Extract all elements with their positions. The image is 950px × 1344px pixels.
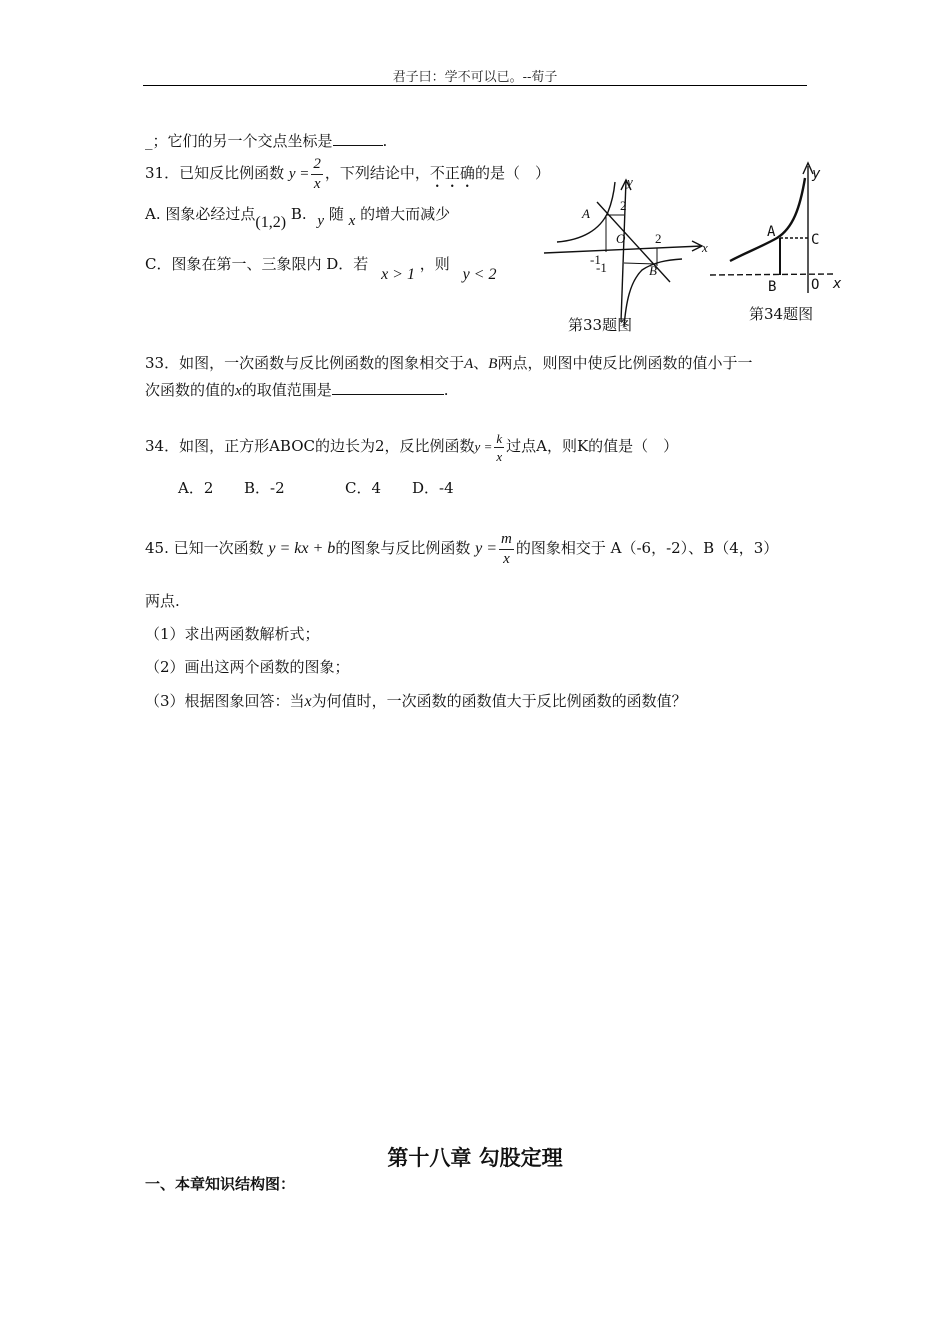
q31-d-mid: ，则 [419, 255, 450, 273]
numerator: k [496, 430, 503, 446]
label-a: A [582, 206, 590, 221]
denominator: x [503, 550, 510, 567]
label-y: y [812, 166, 821, 182]
text: 45. 已知一次函数 [145, 539, 264, 557]
header-rule [143, 85, 807, 86]
q31-stem: 31．已知反比例函数 [145, 164, 285, 182]
label-x: x [702, 240, 708, 255]
text: 、 [473, 354, 489, 372]
x-axis [710, 274, 833, 275]
q31-eq-lhs: y = [288, 166, 310, 182]
figure-34-caption: 第34题图 [749, 305, 814, 323]
text: 次函数的值的 [145, 381, 236, 399]
denominator: x [313, 175, 321, 192]
q45-line2: 两点. [145, 592, 180, 610]
text: （3）根据图象回答：当 [145, 692, 305, 710]
page-header-motto: 君子曰：学不可以已。--荀子 [392, 70, 558, 85]
q45-linear-eq: y = kx + b [268, 540, 336, 557]
label-neg1-x: -1 [590, 252, 601, 267]
point-a: A [464, 356, 474, 372]
q31-mid: ，下列结论中， [324, 164, 430, 182]
text: 的取值范围是 [241, 381, 332, 399]
q31-d-condition: x > 1 [381, 266, 415, 283]
q31-fraction [311, 157, 323, 192]
figure-33-caption: 第33题图 [568, 316, 633, 334]
text: 的图象相交于 A（-6，-2）、B（4，3） [515, 539, 779, 557]
q45-part-2: （2）画出这两个函数的图象； [145, 658, 350, 676]
text: 过点A，则K的值是（ ） [506, 437, 679, 455]
q31-b-y: y [317, 213, 325, 229]
fraction-bar [494, 447, 504, 448]
denominator: x [496, 448, 503, 464]
label-o: O [811, 277, 820, 293]
line-intersection-blank [145, 130, 387, 151]
point-b: B [488, 356, 498, 372]
q31-option-a: A. 图象必经过点 [145, 205, 256, 223]
q34-option-c: C．4 [345, 479, 382, 497]
text: . [382, 132, 388, 150]
q31-option-a-b [145, 203, 451, 231]
question-45 [145, 530, 778, 567]
numerator: m [501, 530, 512, 547]
q31-b-post: 的增大而减少 [360, 205, 451, 223]
answer-blank [332, 380, 444, 395]
figure-34 [705, 158, 850, 298]
question-33-line2 [145, 379, 448, 400]
label-b: B [649, 263, 657, 278]
q31-d-result: y < 2 [462, 266, 497, 283]
q31-b-x: x [348, 213, 356, 229]
numerator: 2 [313, 155, 321, 172]
figure-33 [542, 172, 712, 337]
label-neg1-y: -1 [596, 260, 607, 275]
label-a: A [767, 224, 776, 240]
q45-part-1: （1）求出两函数解析式； [145, 625, 320, 643]
question-33-line1 [145, 352, 752, 373]
label-c: C [811, 232, 820, 248]
section-heading: 一、本章知识结构图： [145, 1175, 296, 1193]
label-b: B [768, 279, 777, 295]
chapter-title: 第十八章 勾股定理 [387, 1145, 563, 1170]
q45-fraction [499, 532, 514, 567]
text: 为何值时，一次函数的函数值大于反比例函数的函数值？ [311, 692, 687, 710]
q31-post: 的是（ ） [474, 164, 550, 182]
q34-option-b: B．-2 [244, 479, 285, 497]
text: 33．如图，一次函数与反比例函数的图象相交于 [145, 354, 465, 372]
answer-blank [333, 131, 383, 146]
question-31 [145, 155, 550, 192]
label-o: O [616, 231, 626, 246]
q34-options [178, 477, 454, 498]
fraction-bar [499, 549, 514, 550]
variable-x: x [304, 693, 312, 710]
q45-part-3 [145, 690, 687, 711]
text: 两点，则图中使反比例函数的值小于一 [497, 354, 753, 372]
fraction-bar [311, 174, 323, 175]
label-2-x: 2 [655, 231, 662, 246]
label-2-y: 2 [620, 198, 627, 213]
q31-option-b-label: B. [290, 205, 307, 223]
label-x: x [833, 276, 842, 292]
q34-option-a: A．2 [178, 479, 214, 497]
text: 34．如图，正方形ABOC的边长为2，反比例函数 [145, 437, 475, 455]
label-y: y [627, 174, 633, 189]
q34-fraction [494, 432, 504, 463]
text: . [443, 381, 449, 399]
q31-emphasis: 不正确 [429, 164, 475, 182]
variable-x: x [235, 383, 242, 399]
q31-option-c: C．图象在第一、三象限内 [145, 255, 322, 273]
hyperbola-branch [730, 178, 805, 261]
q31-point: (1,2) [255, 214, 287, 231]
text: 的图象与反比例函数 [335, 539, 471, 557]
question-34 [145, 428, 678, 465]
q34-eq-lhs: y = [474, 439, 493, 454]
q45-eq-lhs: y = [475, 540, 498, 557]
q31-option-d-label: D．若 [326, 255, 369, 273]
q34-option-d: D．-4 [412, 479, 454, 497]
text: _；它们的另一个交点坐标是 [145, 132, 333, 150]
q31-b-mid: 随 [328, 205, 344, 223]
q31-option-c-d [145, 253, 497, 283]
